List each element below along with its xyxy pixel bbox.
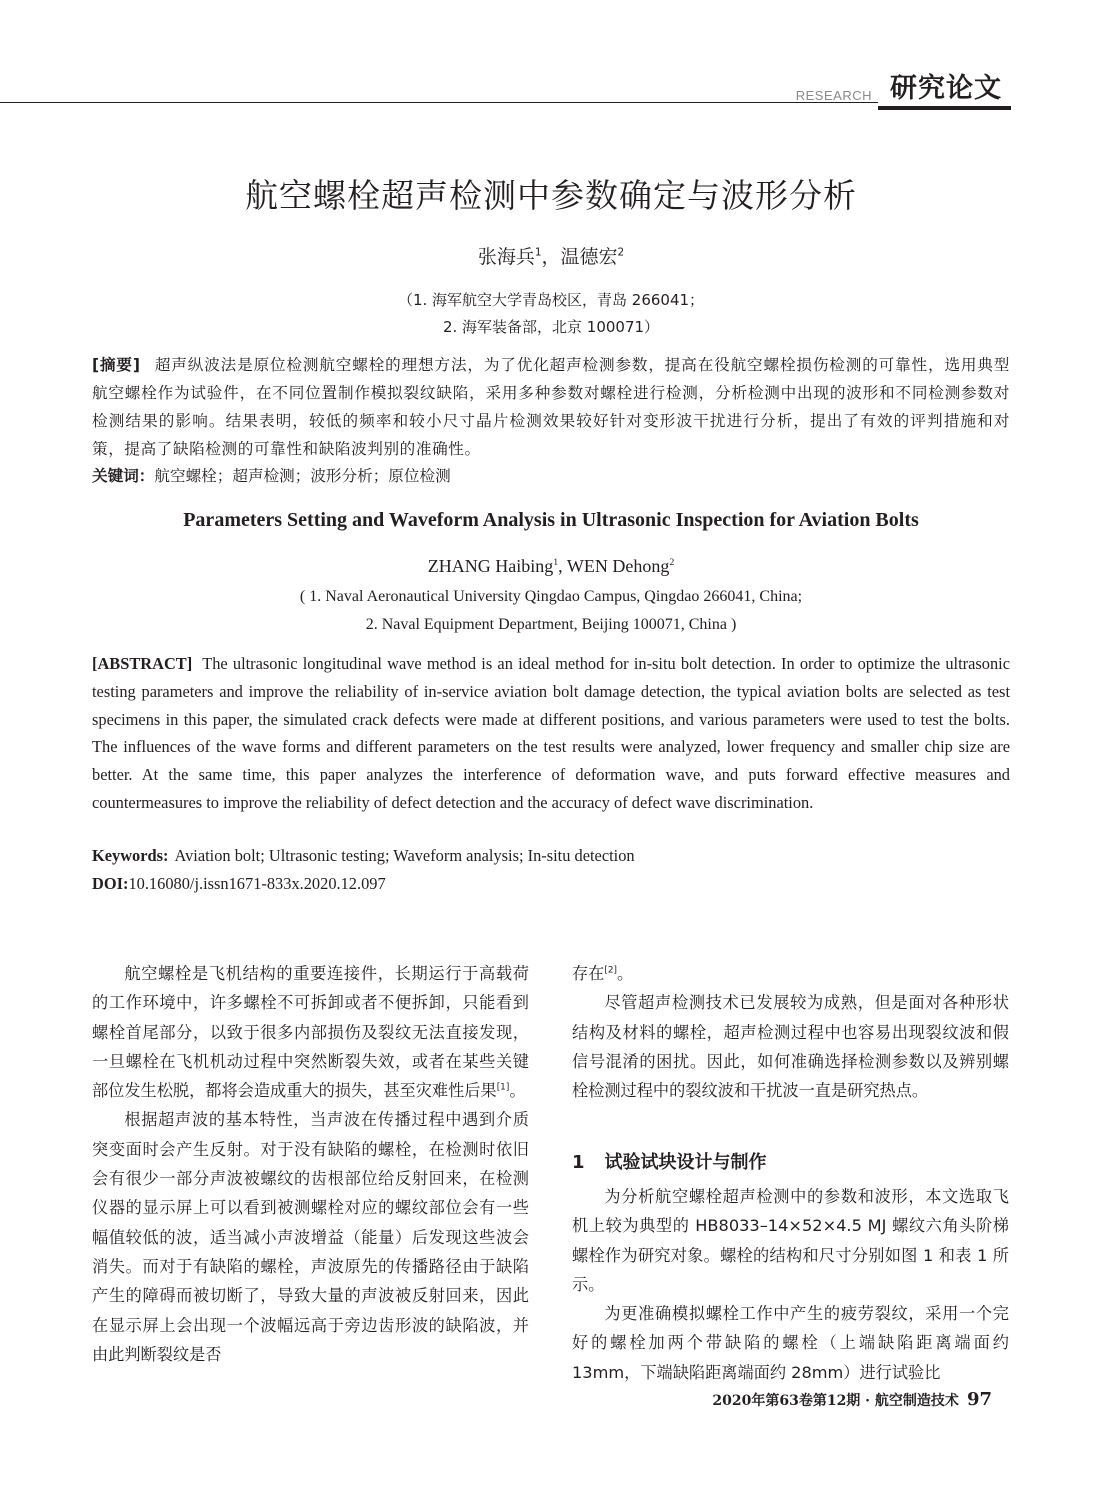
- header-rule: [0, 102, 878, 103]
- affiliation-cn-1: （1. 海军航空大学青岛校区，青岛 266041；: [397, 291, 705, 309]
- body-column-left: [92, 959, 529, 1369]
- body-text: 存在: [572, 964, 605, 983]
- section-label-en: RESEARCH: [795, 88, 872, 103]
- keywords-en: [92, 846, 635, 866]
- body-paragraph: 为更准确模拟螺栓工作中产生的疲劳裂纹，采用一个完好的螺栓加两个带缺陷的螺栓（上端缺陷距离端面约 13mm，下端缺陷距离端面约 28mm）进行试验比: [572, 1304, 1009, 1382]
- keywords-en-label: Keywords:: [92, 846, 169, 865]
- body-text: 。: [509, 1081, 526, 1101]
- affiliation-cn-2: 2. 海军装备部，北京 100071）: [442, 318, 660, 336]
- section-label-cn: 研究论文: [890, 73, 1002, 104]
- abstract-en-text: The ultrasonic longitudinal wave method is an ideal method for in-situ bolt detection. In order to optimize the ultrasonic testing parameters and improve the reliability of in-service aviation bolt damage detection, the typical aviation bolts are selected as test specimens in this paper, the simulated crack defects were made at different positions, and various parameters were used to test the bolts. The influences of the wave forms and different parameters on the test results were analyzed, lower frequency and smaller chip size are better. At the same time, this paper analyzes the interference of deformation wave, and puts forward effective measures and countermeasures to improve the reliability of defect detection and the accuracy of defect wave discrimination.: [92, 654, 1010, 812]
- citation-ref[interactable]: [1]: [496, 1082, 510, 1093]
- author-name: 温德宏: [560, 246, 618, 268]
- body-paragraph: 为分析航空螺栓超声检测中的参数和波形，本文选取飞机上较为典型的 HB8033–14×52×4.5 MJ 螺纹六角头阶梯螺栓作为研究对象。螺栓的结构和尺寸分别如图 1 和表 1 所示。: [572, 1187, 1009, 1294]
- author-name: 张海兵: [477, 246, 535, 268]
- section-number: 1: [572, 1152, 585, 1173]
- body-paragraph: [572, 959, 1009, 988]
- keywords-cn-label: 关键词：: [92, 467, 155, 485]
- affiliation-en-2: 2. Naval Equipment Department, Beijing 100071, China ): [365, 616, 737, 633]
- page-number: 97: [966, 1389, 992, 1410]
- page-footer: [712, 1389, 992, 1410]
- doi-link[interactable]: 10.16080/j.issn1671-833x.2020.12.097: [128, 874, 386, 893]
- abstract-cn: [92, 351, 1010, 463]
- body-column-right-top: [572, 959, 1009, 1105]
- authors-en: [0, 556, 1102, 577]
- body-paragraph: 尽管超声检测技术已发展较为成熟，但是面对各种形状结构及材料的螺栓，超声检测过程中也容易出现裂纹波和假信号混淆的困扰。因此，如何准确选择检测参数以及辨别螺栓检测过程中的裂纹波和干扰波一直是研究热点。: [572, 993, 1009, 1101]
- section-heading-1: [572, 1148, 767, 1174]
- author-affil-mark: 2: [617, 246, 625, 259]
- paper-title-cn: 航空螺栓超声检测中参数确定与波形分析: [245, 176, 857, 215]
- body-text: 。: [617, 964, 634, 983]
- abstract-cn-label: [摘要]: [92, 356, 141, 374]
- body-text: 航空螺栓是飞机结构的重要连接件，长期运行于高载荷的工作环境中，许多螺栓不可拆卸或者不便拆卸，只能看到螺栓首尾部分，以致于很多内部损伤及裂纹无法直接发现，一旦螺栓在飞机机动过程中突然断裂失效，或者在某些关键部位发生松脱，都将会造成重大的损失，甚至灾难性后果: [92, 964, 529, 1101]
- author-name: ZHANG Haibing: [427, 556, 554, 576]
- author-affil-mark: 2: [669, 557, 675, 568]
- abstract-en-label: [ABSTRACT]: [92, 654, 193, 673]
- authors-cn: [0, 242, 1102, 269]
- author-affil-mark: 1: [553, 557, 559, 568]
- citation-ref[interactable]: [2]: [604, 965, 617, 976]
- keywords-cn: [92, 464, 451, 486]
- body-paragraph: 根据超声波的基本特性，当声波在传播过程中遇到介质突变面时会产生反射。对于没有缺陷的螺栓，在检测时依旧会有很少一部分声波被螺纹的齿根部位给反射回来，在检测仪器的显示屏上可以看到被测螺栓对应的螺纹部位会有一些幅值较低的波，适当减小声波增益（能量）后发现这些波会消失。而对于有缺陷的螺栓，声波原先的传播路径由于缺陷产生的障碍而被切断了，导致大量的声波被反射回来，因此在显示屏上会出现一个波幅远高于旁边齿形波的缺陷波，并由此判断裂纹是否: [92, 1110, 529, 1364]
- body-column-right-bottom: [572, 1182, 1009, 1387]
- author-affil-mark: 1: [534, 246, 542, 259]
- abstract-cn-text: 超声纵波法是原位检测航空螺栓的理想方法，为了优化超声检测参数，提高在役航空螺栓损伤检测的可靠性，选用典型航空螺栓作为试验件，在不同位置制作模拟裂纹缺陷，采用多种参数对螺栓进行检测，分析检测中出现的波形和不同检测参数对检测结果的影响。结果表明，较低的频率和较小尺寸晶片检测效果较好针对变形波干扰进行分析，提出了有效的评判措施和对策，提高了缺陷检测的可靠性和缺陷波判别的准确性。: [92, 356, 1010, 458]
- paper-title-en: Parameters Setting and Waveform Analysis in Ultrasonic Inspection for Aviation Bolts: [183, 509, 919, 531]
- body-paragraph: [92, 959, 529, 1105]
- doi: [92, 874, 386, 894]
- section-title: 试验试块设计与制作: [604, 1152, 767, 1173]
- author-separator: ,: [558, 556, 567, 576]
- doi-label: DOI:: [92, 874, 129, 893]
- author-separator: ，: [541, 246, 561, 268]
- journal-info: 2020年第63卷第12期 · 航空制造技术: [712, 1393, 959, 1409]
- affiliation-en-1: ( 1. Naval Aeronautical University Qingdao Campus, Qingdao 266041, China;: [299, 588, 803, 605]
- author-name: WEN Dehong: [566, 556, 670, 576]
- abstract-en: [92, 650, 1010, 817]
- keywords-cn-text: 航空螺栓；超声检测；波形分析；原位检测: [154, 467, 451, 485]
- keywords-en-text: Aviation bolt; Ultrasonic testing; Waveform analysis; In-situ detection: [174, 846, 635, 865]
